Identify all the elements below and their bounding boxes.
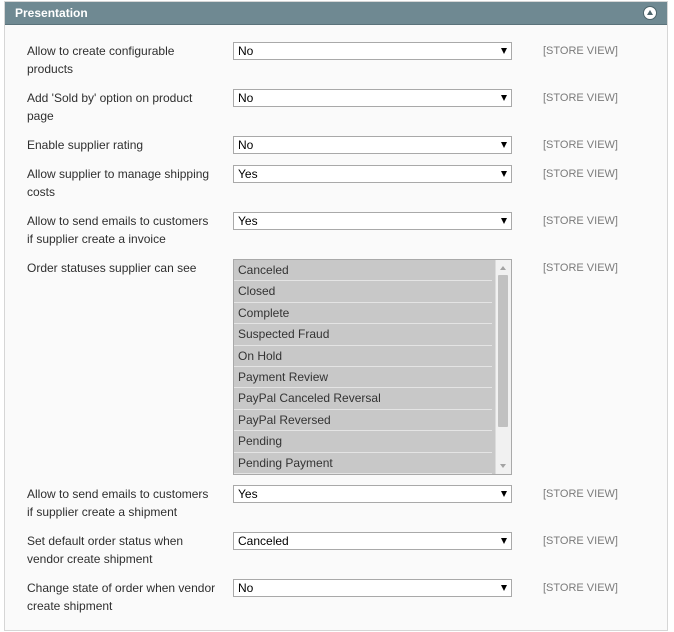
field-label: Add 'Sold by' option on product page bbox=[27, 91, 193, 123]
dropdown-arrow-icon bbox=[501, 585, 507, 591]
panel-title: Presentation bbox=[15, 6, 88, 20]
panel-header[interactable] bbox=[5, 2, 667, 25]
scope-label: [STORE VIEW] bbox=[543, 45, 618, 57]
scope-label: [STORE VIEW] bbox=[543, 139, 618, 151]
scope-label: [STORE VIEW] bbox=[543, 215, 618, 227]
field-label: Allow to send emails to customers if supplier create a shipment bbox=[27, 487, 209, 519]
multiselect-scrollbar[interactable] bbox=[495, 260, 511, 474]
multiselect-option[interactable]: Pending Payment bbox=[234, 453, 492, 474]
multiselect-option[interactable]: Suspected Fraud bbox=[234, 324, 492, 345]
order-statuses-multiselect[interactable] bbox=[233, 259, 512, 475]
dropdown-arrow-icon bbox=[501, 142, 507, 148]
scrollbar-thumb[interactable] bbox=[498, 275, 508, 427]
scope-label: [STORE VIEW] bbox=[543, 582, 618, 594]
select-shipping-costs[interactable] bbox=[233, 165, 512, 183]
field-label: Allow to send emails to customers if supplier create a invoice bbox=[27, 214, 209, 246]
select-supplier-rating[interactable] bbox=[233, 136, 512, 154]
select-sold-by[interactable] bbox=[233, 89, 512, 107]
multiselect-option[interactable]: Pending bbox=[234, 431, 492, 452]
dropdown-arrow-icon bbox=[501, 218, 507, 224]
select-value: No bbox=[238, 581, 254, 595]
field-label: Allow to create configurable products bbox=[27, 44, 175, 76]
field-label: Order statuses supplier can see bbox=[27, 261, 197, 275]
dropdown-arrow-icon bbox=[501, 491, 507, 497]
field-label: Change state of order when vendor create shipment bbox=[27, 581, 216, 613]
select-value: Canceled bbox=[238, 534, 289, 548]
select-value: Yes bbox=[238, 214, 258, 228]
dropdown-arrow-icon bbox=[501, 538, 507, 544]
select-value: No bbox=[238, 138, 254, 152]
multiselect-option[interactable]: Canceled bbox=[234, 260, 492, 281]
multiselect-option[interactable]: Closed bbox=[234, 281, 492, 302]
dropdown-arrow-icon bbox=[501, 48, 507, 54]
select-value: No bbox=[238, 91, 254, 105]
multiselect-option[interactable]: On Hold bbox=[234, 346, 492, 367]
field-label: Set default order status when vendor create shipment bbox=[27, 534, 184, 566]
select-create-configurable[interactable] bbox=[233, 42, 512, 60]
select-email-invoice[interactable] bbox=[233, 212, 512, 230]
scope-label: [STORE VIEW] bbox=[543, 168, 618, 180]
field-label: Allow supplier to manage shipping costs bbox=[27, 167, 210, 199]
scroll-up-icon[interactable] bbox=[500, 266, 506, 270]
multiselect-option[interactable]: PayPal Reversed bbox=[234, 410, 492, 431]
scroll-down-icon[interactable] bbox=[500, 464, 506, 468]
scope-label: [STORE VIEW] bbox=[543, 488, 618, 500]
scope-label: [STORE VIEW] bbox=[543, 92, 618, 104]
scope-label: [STORE VIEW] bbox=[543, 262, 618, 274]
field-label: Enable supplier rating bbox=[27, 138, 144, 152]
multiselect-option[interactable]: PayPal Canceled Reversal bbox=[234, 388, 492, 409]
multiselect-option[interactable]: Payment Review bbox=[234, 367, 492, 388]
select-value: Yes bbox=[238, 167, 258, 181]
scope-label: [STORE VIEW] bbox=[543, 535, 618, 547]
select-default-order-status[interactable] bbox=[233, 532, 512, 550]
dropdown-arrow-icon bbox=[501, 95, 507, 101]
select-value: No bbox=[238, 44, 254, 58]
select-email-shipment[interactable] bbox=[233, 485, 512, 503]
dropdown-arrow-icon bbox=[501, 171, 507, 177]
presentation-panel bbox=[4, 1, 668, 631]
multiselect-option[interactable]: Complete bbox=[234, 303, 492, 324]
select-change-order-state[interactable] bbox=[233, 579, 512, 597]
collapse-icon[interactable] bbox=[643, 6, 657, 20]
select-value: Yes bbox=[238, 487, 258, 501]
